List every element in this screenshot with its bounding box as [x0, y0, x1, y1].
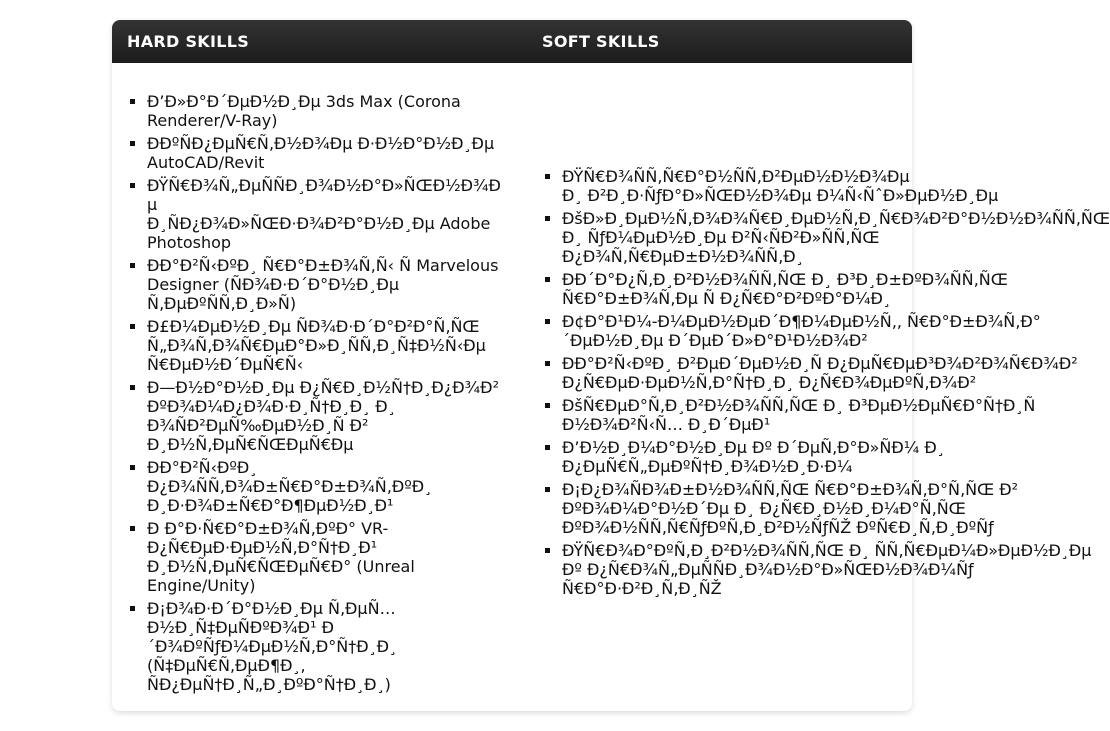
soft-skill-item: ÐÐ°Ð²Ñ‹ÐºÐ¸ Ð²ÐµÐ´ÐµÐ½Ð¸Ñ Ð¿ÐµÑ€ÐµÐ³Ð¾Ð²Ð¾Ñ€Ð¾Ð² Ð¿Ñ€ÐµÐ·ÐµÐ½Ñ‚Ð°Ñ†Ð¸Ð¸ Ð¿Ñ€Ð¾ÐµÐºÑ‚Ð¾Ð² [562, 354, 1078, 392]
hard-skill-item: ÐŸÑ€Ð¾Ñ„ÐµÑÑÐ¸Ð¾Ð½Ð°Ð»ÑŒÐ½Ð¾Ðµ Ð¸ÑÐ¿Ð¾Ð»ÑŒÐ·Ð¾Ð²Ð°Ð½Ð¸Ðµ Adobe Photoshop [147, 176, 505, 252]
hard-skills-list [147, 92, 505, 698]
hard-skill-item: Ð’Ð»Ð°Ð´ÐµÐ½Ð¸Ðµ 3ds Max (Corona Renderer/V-Ray) [147, 92, 505, 130]
soft-skill-item: ÐŸÑ€Ð¾Ð°ÐºÑ‚Ð¸Ð²Ð½Ð¾ÑÑ‚ÑŒ Ð¸ ÑÑ‚Ñ€ÐµÐ¼Ð»ÐµÐ½Ð¸Ðµ Ðº Ð¿Ñ€Ð¾Ñ„ÐµÑÑÐ¸Ð¾Ð½Ð°Ð»ÑŒÐ½Ð¾Ð¼Ñƒ Ñ€Ð°Ð·Ð²Ð¸Ñ‚Ð¸ÑŽ [562, 541, 1092, 598]
soft-skill-item: Ð¢Ð°Ð¹Ð¼-Ð¼ÐµÐ½ÐµÐ´Ð¶Ð¼ÐµÐ½Ñ‚, Ñ€Ð°Ð±Ð¾Ñ‚Ð° ´ÐµÐ½Ð¸Ðµ Ð´ÐµÐ´Ð»Ð°Ð¹Ð½Ð¾Ð² [562, 312, 1041, 350]
hard-skill-item: Ð¡Ð¾Ð·Ð´Ð°Ð½Ð¸Ðµ Ñ‚ÐµÑ… Ð½Ð¸Ñ‡ÐµÑÐºÐ¾Ð¹ Ð ´Ð¾ÐºÑƒÐ¼ÐµÐ½Ñ‚Ð°Ñ†Ð¸Ð¸ (Ñ‡ÐµÑ€Ñ‚ÐµÐ¶Ð¸, ÑÐ¿ÐµÑ†Ð¸Ñ„Ð¸ÐºÐ°Ñ†Ð¸Ð¸) [147, 599, 505, 694]
hard-skill-item: ÐÐ°Ð²Ñ‹ÐºÐ¸ Ñ€Ð°Ð±Ð¾Ñ‚Ñ‹ Ñ Marvelous Designer (ÑÐ¾Ð·Ð´Ð°Ð½Ð¸Ðµ Ñ‚ÐµÐºÑÑ‚Ð¸Ð»Ñ) [147, 256, 505, 313]
hard-skill-item: ÐÐºÑÐ¿ÐµÑ€Ñ‚Ð½Ð¾Ðµ Ð·Ð½Ð°Ð½Ð¸Ðµ AutoCAD/Revit [147, 134, 505, 172]
hard-skill-item: Ð£Ð¼ÐµÐ½Ð¸Ðµ ÑÐ¾Ð·Ð´Ð°Ð²Ð°Ñ‚ÑŒ Ñ„Ð¾Ñ‚Ð¾Ñ€ÐµÐ°Ð»Ð¸ÑÑ‚Ð¸Ñ‡Ð½Ñ‹Ðµ Ñ€ÐµÐ½Ð´ÐµÑ€Ñ‹ [147, 317, 505, 374]
skills-card [112, 20, 1110, 711]
hard-skill-item: Ð—Ð½Ð°Ð½Ð¸Ðµ Ð¿Ñ€Ð¸Ð½Ñ†Ð¸Ð¿Ð¾Ð² ÐºÐ¾Ð¼Ð¿Ð¾Ð·Ð¸Ñ†Ð¸Ð¸ Ð¸ Ð¾ÑÐ²ÐµÑ‰ÐµÐ½Ð¸Ñ Ð² Ð¸Ð½Ñ‚ÐµÑ€ÑŒÐµÑ€Ðµ [147, 378, 505, 454]
soft-skill-item: ÐÐ´Ð°Ð¿Ñ‚Ð¸Ð²Ð½Ð¾ÑÑ‚ÑŒ Ð¸ Ð³Ð¸Ð±ÐºÐ¾ÑÑ‚ÑŒ Ñ€Ð°Ð±Ð¾Ñ‚Ðµ Ñ Ð¿Ñ€Ð°Ð²ÐºÐ°Ð¼Ð¸ [562, 270, 1008, 308]
skills-header [112, 20, 912, 63]
soft-skill-item: Ð’Ð½Ð¸Ð¼Ð°Ð½Ð¸Ðµ Ðº Ð´ÐµÑ‚Ð°Ð»ÑÐ¼ Ð¸ Ð¿ÐµÑ€Ñ„ÐµÐºÑ†Ð¸Ð¾Ð½Ð¸Ð·Ð¼ [562, 438, 945, 476]
hard-skill-item: Ð Ð°Ð·Ñ€Ð°Ð±Ð¾Ñ‚ÐºÐ° VR- Ð¿Ñ€ÐµÐ·ÐµÐ½Ñ‚Ð°Ñ†Ð¸Ð¹ Ð¸Ð½Ñ‚ÐµÑ€ÑŒÐµÑ€Ð° (Unreal Engine/Unity) [147, 519, 505, 595]
soft-skills-heading: SOFT SKILLS [542, 32, 660, 51]
soft-skill-item: ÐšÐ»Ð¸ÐµÐ½Ñ‚Ð¾Ð¾Ñ€Ð¸ÐµÐ½Ñ‚Ð¸Ñ€Ð¾Ð²Ð°Ð½Ð½Ð¾ÑÑ‚ÑŒ Ð¸ ÑƒÐ¼ÐµÐ½Ð¸Ðµ Ð²Ñ‹ÑÐ²Ð»ÑÑ‚ÑŒ Ð¿Ð¾Ñ‚Ñ€ÐµÐ±Ð½Ð¾ÑÑ‚Ð¸ [562, 209, 1110, 266]
soft-skill-item: Ð¡Ð¿Ð¾ÑÐ¾Ð±Ð½Ð¾ÑÑ‚ÑŒ Ñ€Ð°Ð±Ð¾Ñ‚Ð°Ñ‚ÑŒ Ð² ÐºÐ¾Ð¼Ð°Ð½Ð´Ðµ Ð¸ Ð¿Ñ€Ð¸Ð½Ð¸Ð¼Ð°Ñ‚ÑŒ ÐºÐ¾Ð½ÑÑ‚Ñ€ÑƒÐºÑ‚Ð¸Ð²Ð½ÑƒÑŽ ÐºÑ€Ð¸Ñ‚Ð¸ÐºÑƒ [562, 480, 1019, 537]
hard-skill-item: ÐÐ°Ð²Ñ‹ÐºÐ¸ Ð¿Ð¾ÑÑ‚Ð¾Ð±Ñ€Ð°Ð±Ð¾Ñ‚ÐºÐ¸ Ð¸Ð·Ð¾Ð±Ñ€Ð°Ð¶ÐµÐ½Ð¸Ð¹ [147, 458, 505, 515]
hard-skills-heading: HARD SKILLS [127, 32, 250, 51]
soft-skill-item: ÐŸÑ€Ð¾ÑÑ‚Ñ€Ð°Ð½ÑÑ‚Ð²ÐµÐ½Ð½Ð¾Ðµ Ð¸ Ð²Ð¸Ð·ÑƒÐ°Ð»ÑŒÐ½Ð¾Ðµ Ð¼Ñ‹ÑˆÐ»ÐµÐ½Ð¸Ðµ [562, 167, 999, 205]
soft-skill-item: ÐšÑ€ÐµÐ°Ñ‚Ð¸Ð²Ð½Ð¾ÑÑ‚ÑŒ Ð¸ Ð³ÐµÐ½ÐµÑ€Ð°Ñ†Ð¸Ñ Ð½Ð¾Ð²Ñ‹Ñ… Ð¸Ð´ÐµÐ¹ [562, 396, 1036, 434]
soft-skills-list [562, 167, 1110, 602]
